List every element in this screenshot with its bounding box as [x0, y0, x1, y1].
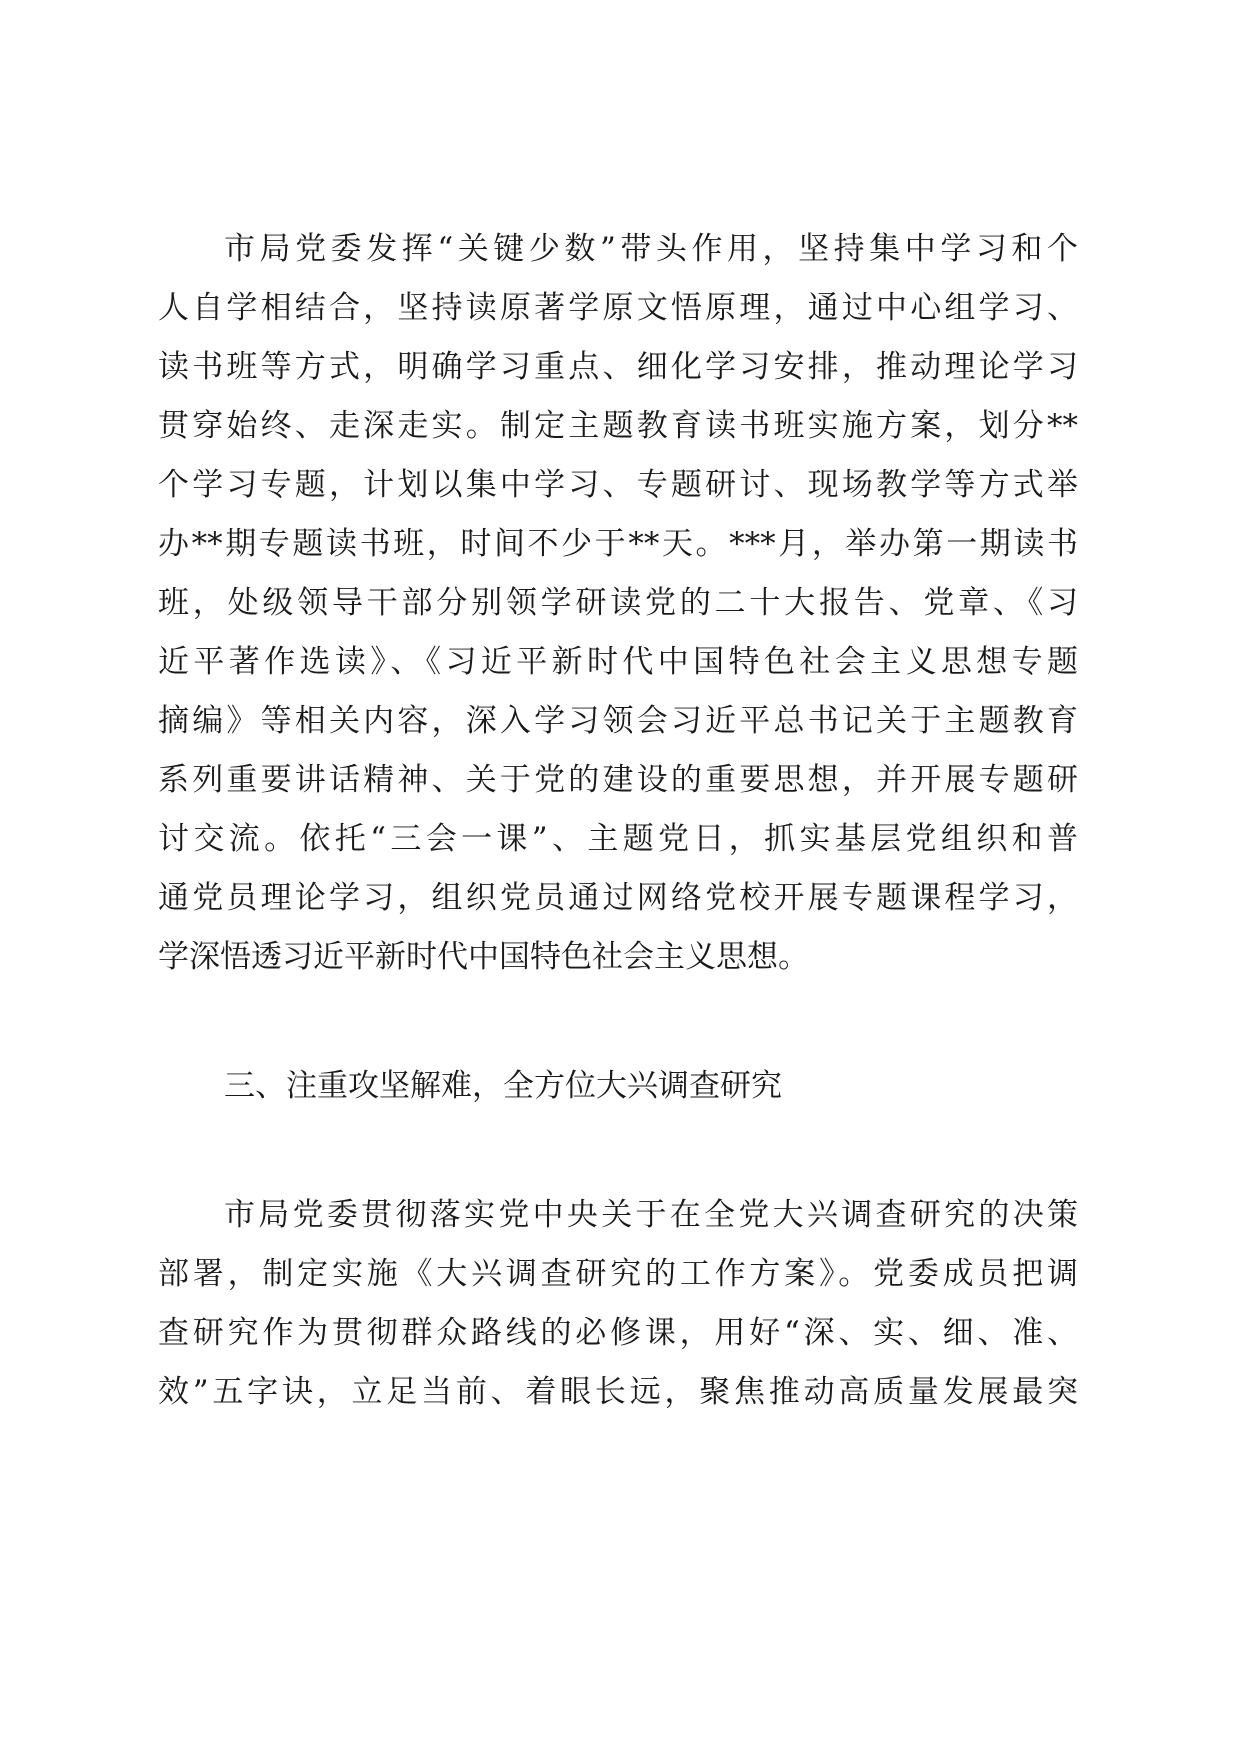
- paragraph-1-line-6: 办**期专题读书班，时间不少于**天。***月，举办第一期读书: [158, 526, 1078, 562]
- paragraph-1-line-2: 人自学相结合，坚持读原著学原文悟原理，通过中心组学习、: [158, 290, 1078, 326]
- paragraph-2-line-1: 市局党委贯彻落实党中央关于在全党大兴调查研究的决策: [224, 1197, 1078, 1233]
- section-heading-3: 三、注重攻坚解难，全方位大兴调查研究: [224, 1068, 782, 1104]
- paragraph-1-line-13: 学深悟透习近平新时代中国特色社会主义思想。: [158, 939, 809, 975]
- paragraph-1-line-4: 贯穿始终、走深走实。制定主题教育读书班实施方案，划分**: [158, 408, 1078, 444]
- paragraph-1-line-3: 读书班等方式，明确学习重点、细化学习安排，推动理论学习: [158, 349, 1078, 385]
- paragraph-2-line-2: 部署，制定实施《大兴调查研究的工作方案》。党委成员把调: [158, 1256, 1078, 1292]
- paragraph-1-line-7: 班，处级领导干部分别领学研读党的二十大报告、党章、《习: [158, 585, 1078, 621]
- paragraph-2-line-3: 查研究作为贯彻群众路线的必修课，用好“深、实、细、准、: [158, 1315, 1078, 1351]
- paragraph-1-line-5: 个学习专题，计划以集中学习、专题研讨、现场教学等方式举: [158, 467, 1078, 503]
- paragraph-1-line-9: 摘编》等相关内容，深入学习领会习近平总书记关于主题教育: [158, 703, 1078, 739]
- paragraph-1-line-11: 讨交流。依托“三会一课”、主题党日，抓实基层党组织和普: [158, 821, 1078, 857]
- paragraph-1-line-8: 近平著作选读》、《习近平新时代中国特色社会主义思想专题: [158, 644, 1078, 680]
- paragraph-1-line-10: 系列重要讲话精神、关于党的建设的重要思想，并开展专题研: [158, 762, 1078, 798]
- paragraph-2-line-4: 效”五字诀，立足当前、着眼长远，聚焦推动高质量发展最突: [158, 1374, 1078, 1410]
- paragraph-1-line-1: 市局党委发挥“关键少数”带头作用，坚持集中学习和个: [224, 231, 1078, 267]
- paragraph-1-line-12: 通党员理论学习，组织党员通过网络党校开展专题课程学习，: [158, 880, 1078, 916]
